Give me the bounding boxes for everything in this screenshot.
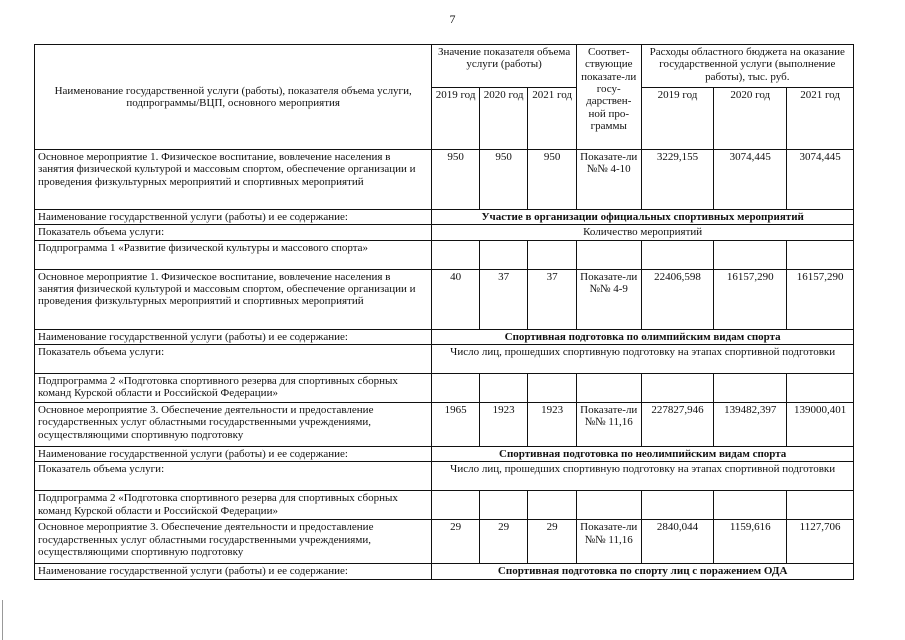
- table-row: [35, 225, 854, 240]
- empty-cell: [528, 491, 577, 520]
- table-row: [35, 446, 854, 461]
- value-2020: 950: [479, 150, 528, 210]
- row-label: Показатель объема услуги:: [35, 225, 432, 240]
- row-label: Показатель объема услуги:: [35, 344, 432, 373]
- table-row: [35, 462, 854, 491]
- indicator-ref: Показате-ли №№ 11,16: [576, 402, 641, 446]
- value-2021: 1923: [528, 402, 577, 446]
- budget-2019: 2840,044: [641, 520, 714, 564]
- services-table: [34, 44, 854, 580]
- service-name: Спортивная подготовка по спорту лиц с поражением ОДА: [432, 564, 854, 579]
- budget-2021: 3074,445: [787, 150, 854, 210]
- empty-cell: [714, 373, 787, 402]
- table-row: [35, 564, 854, 579]
- empty-cell: [641, 240, 714, 269]
- row-label: Основное мероприятие 3. Обеспечение деятельности и предоставление государственных услуг областными государственными учреждениями, осуществляющими спортивную подготовку: [35, 402, 432, 446]
- budget-2020: 139482,397: [714, 402, 787, 446]
- header-budget-year-2021: 2021 год: [787, 88, 854, 150]
- empty-cell: [432, 240, 480, 269]
- empty-cell: [432, 491, 480, 520]
- header-budget-year-2020: 2020 год: [714, 88, 787, 150]
- budget-2020: 16157,290: [714, 269, 787, 329]
- table-row: [35, 402, 854, 446]
- table-row: [35, 491, 854, 520]
- indicator-ref: Показате-ли №№ 11,16: [576, 520, 641, 564]
- indicator-ref: Показате-ли №№ 4-9: [576, 269, 641, 329]
- row-label: Подпрограмма 2 «Подготовка спортивного резерва для спортивных сборных команд Курской области и Российской Федерации»: [35, 491, 432, 520]
- header-indicator-column: Соответ-ствующие показате-ли госу-дарствен-ной про-граммы: [576, 45, 641, 150]
- row-label: Основное мероприятие 3. Обеспечение деятельности и предоставление государственных услуг областными государственными учреждениями, осуществляющими спортивную подготовку: [35, 520, 432, 564]
- empty-cell: [432, 373, 480, 402]
- value-2019: 40: [432, 269, 480, 329]
- volume-indicator: Количество мероприятий: [432, 225, 854, 240]
- row-label: Наименование государственной услуги (работы) и ее содержание:: [35, 210, 432, 225]
- header-year-2021: 2021 год: [528, 88, 577, 150]
- value-2021: 29: [528, 520, 577, 564]
- row-label: Подпрограмма 1 «Развитие физической культуры и массового спорта»: [35, 240, 432, 269]
- empty-cell: [528, 373, 577, 402]
- header-name-column: Наименование государственной услуги (работы), показателя объема услуги, подпрограммы/ВЦП, основного мероприятия: [35, 45, 432, 150]
- budget-2021: 139000,401: [787, 402, 854, 446]
- table-row: [35, 373, 854, 402]
- table-row: [35, 329, 854, 344]
- budget-2020: 3074,445: [714, 150, 787, 210]
- value-2019: 29: [432, 520, 480, 564]
- row-label: Подпрограмма 2 «Подготовка спортивного резерва для спортивных сборных команд Курской области и Российской Федерации»: [35, 373, 432, 402]
- empty-cell: [479, 240, 528, 269]
- value-2020: 1923: [479, 402, 528, 446]
- table-row: [35, 240, 854, 269]
- empty-cell: [576, 373, 641, 402]
- table-row: [35, 344, 854, 373]
- indicator-ref: Показате-ли №№ 4-10: [576, 150, 641, 210]
- scan-edge-mark: [2, 600, 3, 640]
- value-2019: 950: [432, 150, 480, 210]
- budget-2019: 3229,155: [641, 150, 714, 210]
- budget-2019: 227827,946: [641, 402, 714, 446]
- table-row: [35, 269, 854, 329]
- empty-cell: [787, 491, 854, 520]
- table-row: [35, 520, 854, 564]
- empty-cell: [787, 373, 854, 402]
- empty-cell: [576, 491, 641, 520]
- empty-cell: [714, 491, 787, 520]
- empty-cell: [641, 491, 714, 520]
- budget-2019: 22406,598: [641, 269, 714, 329]
- table-row: [35, 210, 854, 225]
- empty-cell: [479, 491, 528, 520]
- empty-cell: [641, 373, 714, 402]
- row-label: Показатель объема услуги:: [35, 462, 432, 491]
- header-volume-group: Значение показателя объема услуги (работы): [432, 45, 577, 88]
- value-2021: 37: [528, 269, 577, 329]
- service-name: Спортивная подготовка по неолимпийским видам спорта: [432, 446, 854, 461]
- budget-2021: 16157,290: [787, 269, 854, 329]
- volume-indicator: Число лиц, прошедших спортивную подготовку на этапах спортивной подготовки: [432, 344, 854, 373]
- header-budget-year-2019: 2019 год: [641, 88, 714, 150]
- table-row: [35, 150, 854, 210]
- row-label: Основное мероприятие 1. Физическое воспитание, вовлечение населения в занятия физической культурой и массовым спортом, обеспечение организации и проведения физкультурных мероприятий и спортивных мероприятий: [35, 150, 432, 210]
- empty-cell: [714, 240, 787, 269]
- volume-indicator: Число лиц, прошедших спортивную подготовку на этапах спортивной подготовки: [432, 462, 854, 491]
- value-2019: 1965: [432, 402, 480, 446]
- row-label: Наименование государственной услуги (работы) и ее содержание:: [35, 446, 432, 461]
- empty-cell: [576, 240, 641, 269]
- row-label: Основное мероприятие 1. Физическое воспитание, вовлечение населения в занятия физической культурой и массовым спортом, обеспечение организации и проведения физкультурных мероприятий и спортивных мероприятий: [35, 269, 432, 329]
- header-budget-group: Расходы областного бюджета на оказание государственной услуги (выполнение работы), тыс. руб.: [641, 45, 853, 88]
- header-year-2019: 2019 год: [432, 88, 480, 150]
- row-label: Наименование государственной услуги (работы) и ее содержание:: [35, 329, 432, 344]
- budget-2021: 1127,706: [787, 520, 854, 564]
- value-2020: 37: [479, 269, 528, 329]
- empty-cell: [479, 373, 528, 402]
- service-name: Участие в организации официальных спортивных мероприятий: [432, 210, 854, 225]
- service-name: Спортивная подготовка по олимпийским видам спорта: [432, 329, 854, 344]
- header-year-2020: 2020 год: [479, 88, 528, 150]
- empty-cell: [787, 240, 854, 269]
- value-2020: 29: [479, 520, 528, 564]
- empty-cell: [528, 240, 577, 269]
- row-label: Наименование государственной услуги (работы) и ее содержание:: [35, 564, 432, 579]
- budget-2020: 1159,616: [714, 520, 787, 564]
- value-2021: 950: [528, 150, 577, 210]
- page-number: 7: [449, 12, 456, 26]
